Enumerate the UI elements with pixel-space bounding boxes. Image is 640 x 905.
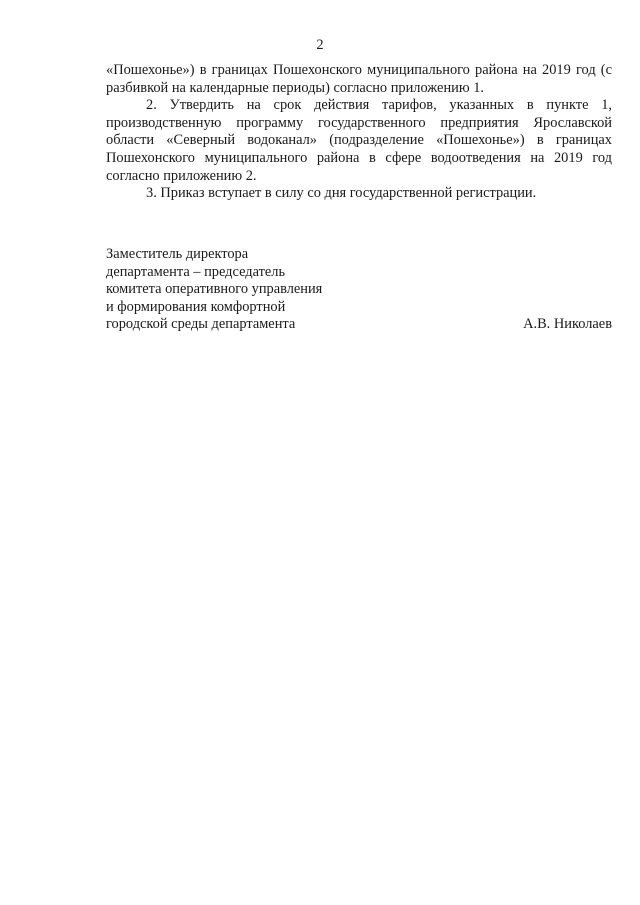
signatory-title-line: и формирования комфортной xyxy=(106,298,286,315)
signature-block xyxy=(106,246,612,334)
signatory-title-line: департамента – председатель xyxy=(106,263,286,280)
signatory-title-line: комитета оперативного управления xyxy=(106,281,323,298)
signatory-title-line: Заместитель директора xyxy=(106,246,249,262)
paragraph-item-2: 2. Утвердить на срок действия тарифов, указанных в пункте 1, производственную программу государственного предприятия Ярославской области «Северный водоканал» (подразделение «Пошехонье») в границах Пошехонского муниципального района в сфере водоотведения на 2019 год согласно приложению 2. xyxy=(106,97,612,184)
paragraph-item-3: 3. Приказ вступает в силу со дня государственной регистрации. xyxy=(146,185,537,202)
page-number: 2 xyxy=(316,37,324,53)
body-text xyxy=(106,62,612,203)
signatory-name: А.В. Николаев xyxy=(523,316,612,333)
paragraph-continuation: «Пошехонье») в границах Пошехонского муниципального района на 2019 год (с разбивкой на календарные периоды) согласно приложению 1. xyxy=(106,62,612,96)
signatory-title-line: городской среды департамента xyxy=(106,316,296,333)
